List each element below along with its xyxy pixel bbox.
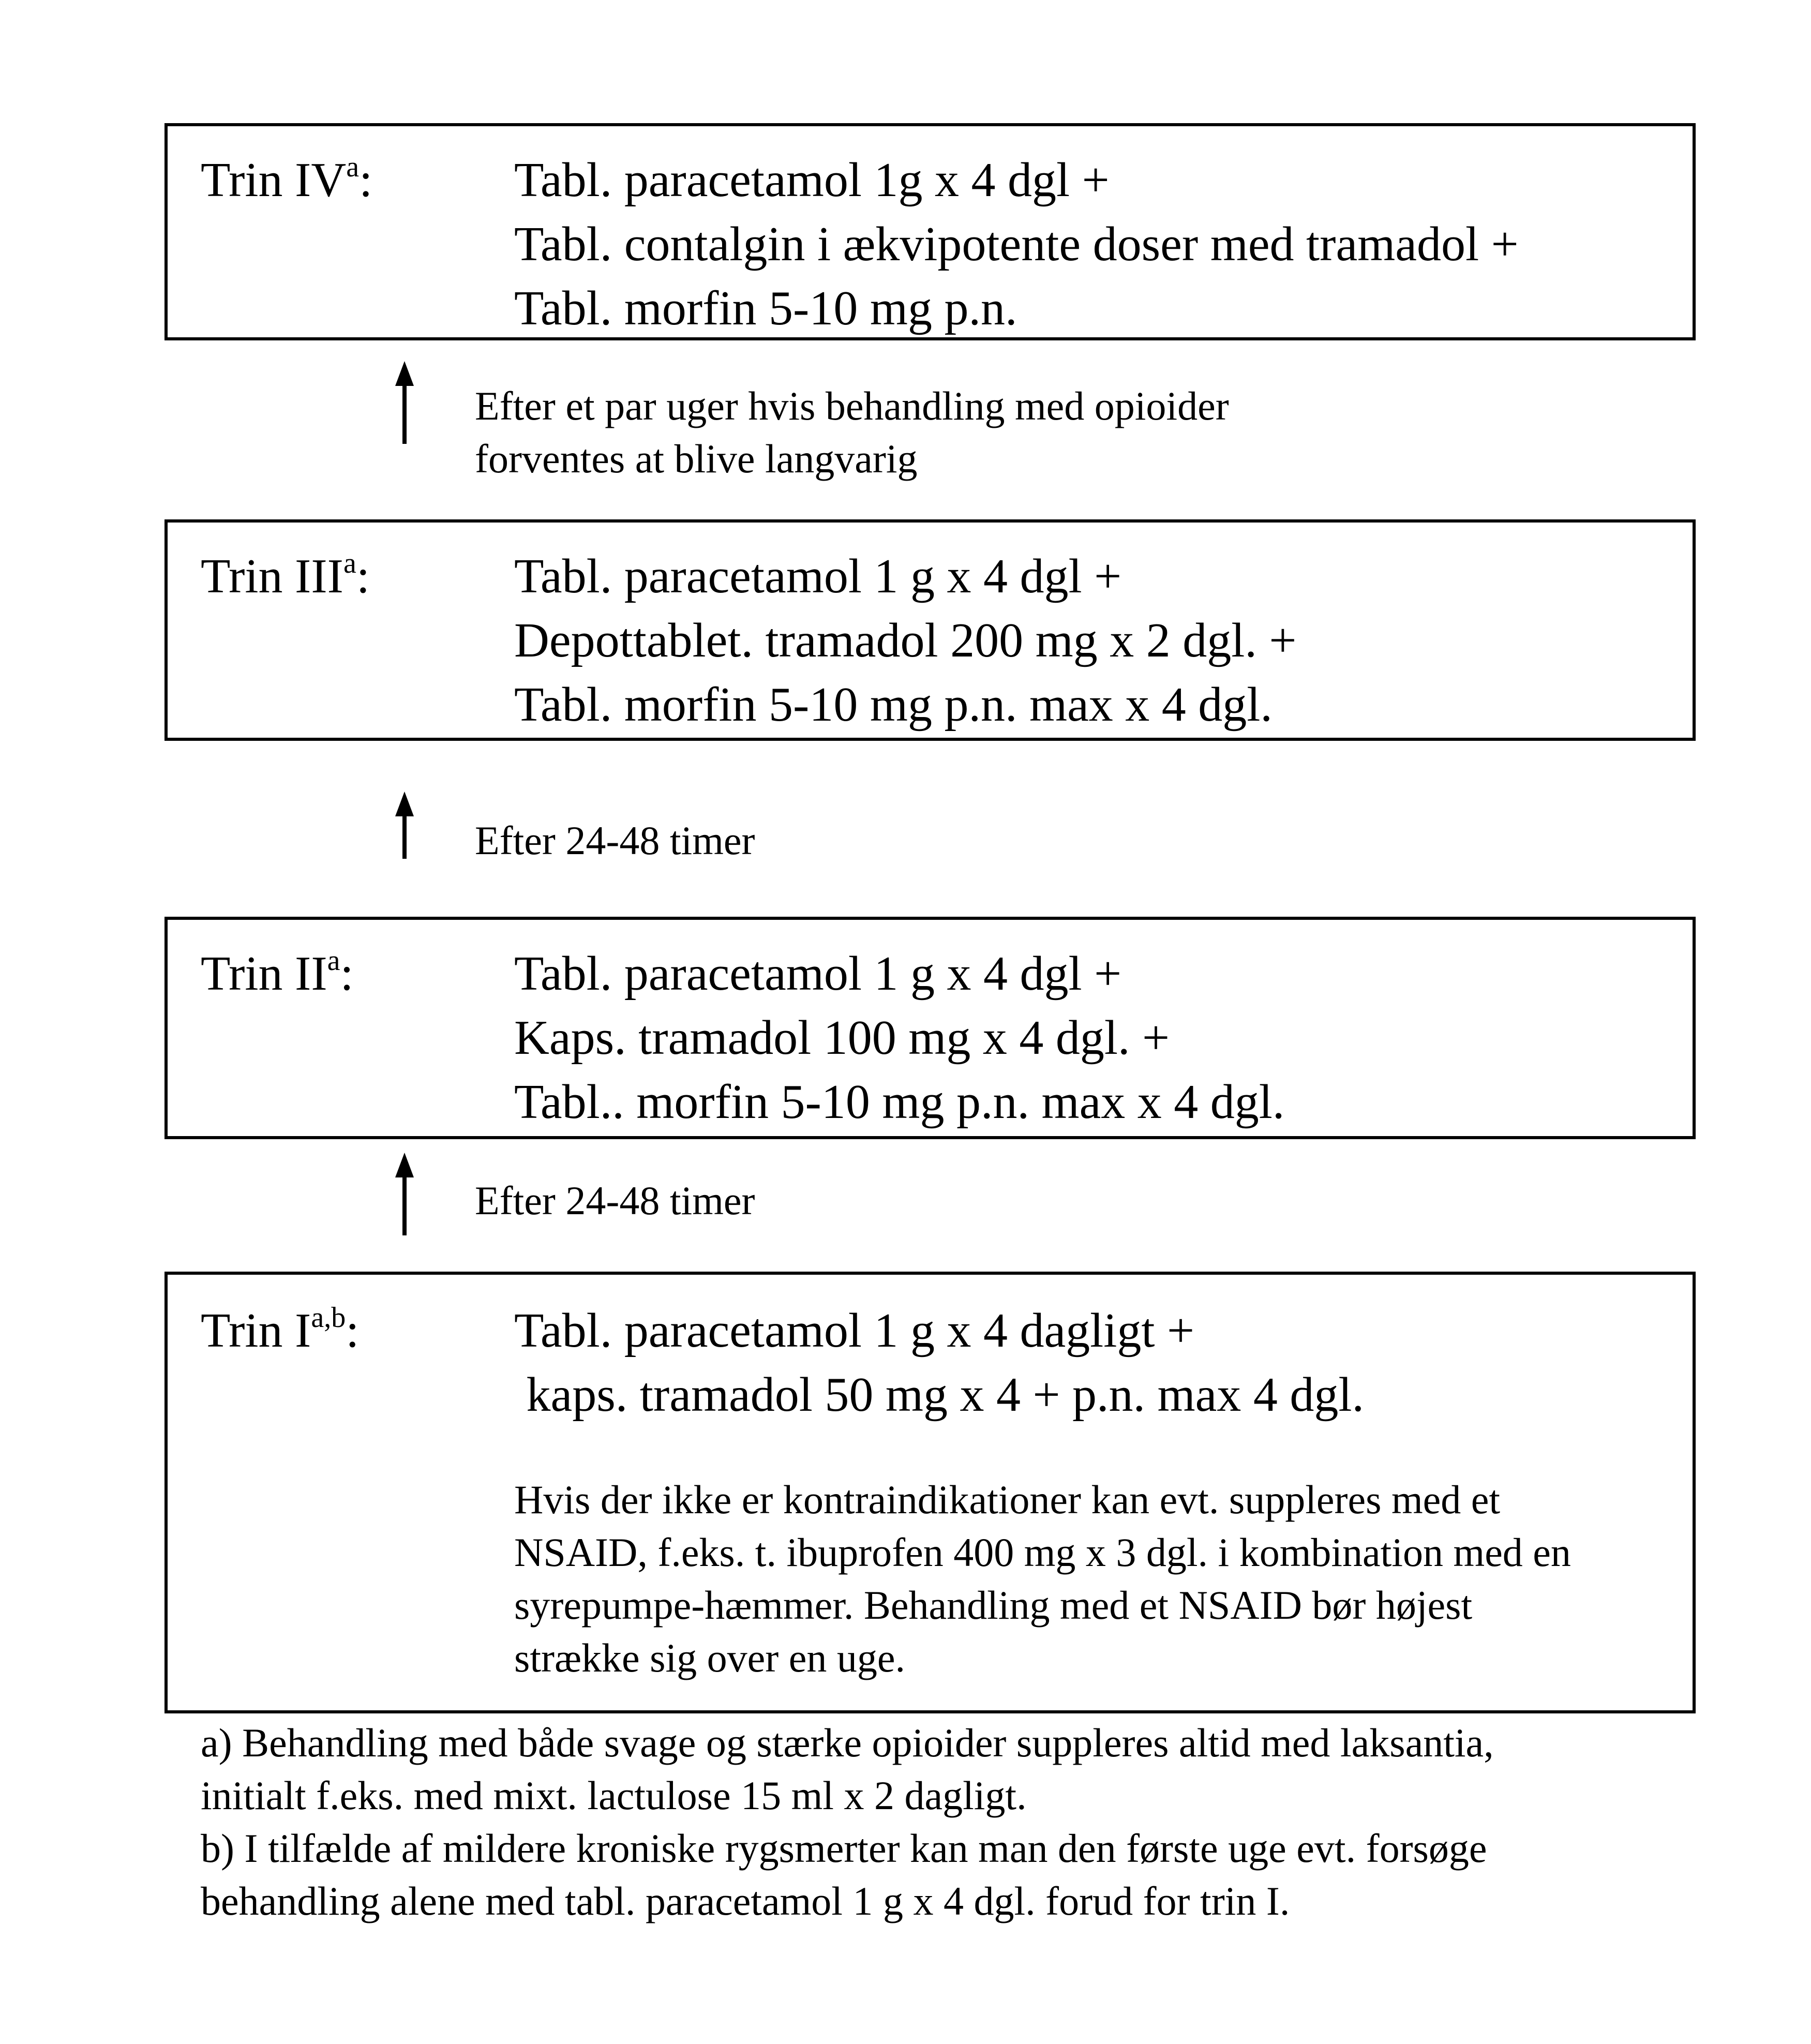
up-arrow-icon xyxy=(389,792,420,859)
step-line: kaps. tramadol 50 mg x 4 + p.n. max 4 dgl. xyxy=(514,1368,1364,1422)
step-line: Tabl.. morfin 5-10 mg p.n. max x 4 dgl. xyxy=(514,1075,1285,1129)
note-line: Hvis der ikke er kontraindikationer kan evt. suppleres med et xyxy=(514,1477,1501,1522)
step-label-suffix: : xyxy=(346,1304,360,1357)
step-lines-trin-ii xyxy=(514,942,1284,1134)
step-label-suffix: : xyxy=(359,153,373,207)
step-line: Tabl. morfin 5-10 mg p.n. xyxy=(514,281,1017,335)
step-box-trin-i xyxy=(164,1272,1696,1713)
transition-line: Efter 24-48 timer xyxy=(475,818,755,863)
up-arrow-icon xyxy=(389,1153,420,1235)
step-label-text: Trin IV xyxy=(201,153,347,207)
step-line: Tabl. contalgin i ækvipotente doser med tramadol + xyxy=(514,217,1519,271)
step-label-text: Trin I xyxy=(201,1304,311,1357)
step-label-trin-ii xyxy=(201,942,354,1012)
step-line: Tabl. paracetamol 1 g x 4 dgl + xyxy=(514,947,1122,1001)
step-lines-trin-iv xyxy=(514,148,1519,340)
step-box-trin-ii xyxy=(164,917,1696,1139)
step-label-trin-iv xyxy=(201,148,372,219)
note-line: syrepumpe-hæmmer. Behandling med et NSAID bør højest xyxy=(514,1583,1473,1628)
step-label-superscript: a xyxy=(327,945,340,977)
step-line: Depottablet. tramadol 200 mg x 2 dgl. + xyxy=(514,614,1297,667)
footnote-line: a) Behandling med både svage og stærke opioider suppleres altid med laksantia, xyxy=(201,1720,1494,1765)
up-arrow-icon xyxy=(389,361,420,444)
step-line: Tabl. morfin 5-10 mg p.n. max x 4 dgl. xyxy=(514,678,1273,732)
step-label-trin-i xyxy=(201,1299,359,1369)
footnote-line: behandling alene med tabl. paracetamol 1 g x 4 dgl. forud for trin I. xyxy=(201,1878,1290,1923)
step-label-superscript: a xyxy=(346,151,360,183)
step-box-trin-iii xyxy=(164,519,1696,741)
footnote-line: initialt f.eks. med mixt. lactulose 15 ml x 2 dagligt. xyxy=(201,1773,1027,1818)
step-line: Tabl. paracetamol 1 g x 4 dgl + xyxy=(514,549,1122,603)
step-note-nsaid xyxy=(514,1473,1571,1684)
step-label-text: Trin II xyxy=(201,947,327,1001)
note-line: strække sig over en uge. xyxy=(514,1635,906,1680)
step-box-trin-iv xyxy=(164,123,1696,340)
step-line: Kaps. tramadol 100 mg x 4 dgl. + xyxy=(514,1011,1170,1065)
step-line: Tabl. paracetamol 1g x 4 dgl + xyxy=(514,153,1110,207)
step-lines-trin-i xyxy=(514,1299,1364,1427)
step-label-superscript: a xyxy=(343,547,356,579)
step-label-trin-iii xyxy=(201,544,370,615)
step-lines-trin-iii xyxy=(514,544,1296,737)
step-label-superscript: a,b xyxy=(311,1302,346,1334)
step-line: Tabl. paracetamol 1 g x 4 dagligt + xyxy=(514,1304,1195,1357)
transition-line: Efter et par uger hvis behandling med opioider xyxy=(475,383,1229,428)
step-label-text: Trin III xyxy=(201,549,343,603)
transition-text-1 xyxy=(475,380,1229,485)
step-label-suffix: : xyxy=(356,549,370,603)
step-label-suffix: : xyxy=(340,947,354,1001)
footnotes xyxy=(201,1717,1494,1928)
note-line: NSAID, f.eks. t. ibuprofen 400 mg x 3 dgl. i kombination med en xyxy=(514,1530,1571,1575)
transition-line: forventes at blive langvarig xyxy=(475,436,918,481)
transition-text-3 xyxy=(475,1174,755,1227)
transition-text-2 xyxy=(475,814,755,867)
transition-line: Efter 24-48 timer xyxy=(475,1178,755,1223)
footnote-line: b) I tilfælde af mildere kroniske rygsmerter kan man den første uge evt. forsøge xyxy=(201,1826,1487,1871)
